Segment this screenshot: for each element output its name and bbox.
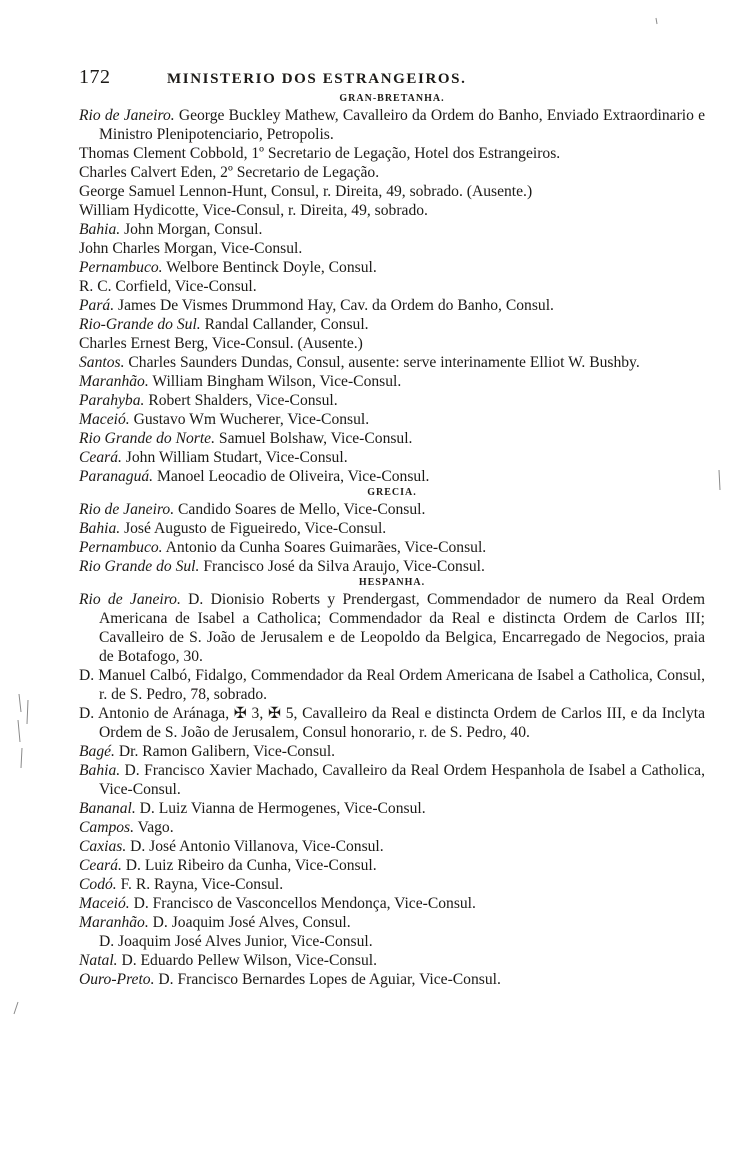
section-title: GRECIA.	[367, 487, 417, 498]
entry-place: Pará.	[79, 297, 115, 314]
entry-place: Ouro-Preto.	[79, 971, 155, 988]
entry-place: Codó.	[79, 876, 117, 893]
entry-place: Bagé.	[79, 743, 115, 760]
directory-entry	[79, 372, 705, 391]
entry-place: Maceió.	[79, 895, 130, 912]
entry-text: Manoel Leocadio de Oliveira, Vice-Consul.	[156, 468, 430, 485]
margin-smudge-left	[18, 694, 28, 768]
entry-place: Rio-Grande do Sul.	[79, 316, 201, 333]
directory-entry	[79, 837, 705, 856]
directory-entry	[79, 932, 705, 951]
directory-entry	[79, 258, 705, 277]
directory-entry	[79, 163, 705, 182]
directory-entry	[79, 106, 705, 144]
entry-text: D. Francisco Xavier Machado, Cavalleiro da Real Ordem Hespanhola de Isabel a Catholica, Vice-Consul.	[99, 762, 705, 798]
entry-text: Francisco José da Silva Araujo, Vice-Consul.	[203, 558, 485, 575]
entry-text: Vago.	[137, 819, 174, 836]
directory-entry	[79, 894, 705, 913]
entry-text: José Augusto de Figueiredo, Vice-Consul.	[124, 520, 387, 537]
entry-text: James De Vismes Drummond Hay, Cav. da Ordem do Banho, Consul.	[118, 297, 554, 314]
entry-text: Gustavo Wm Wucherer, Vice-Consul.	[133, 411, 370, 428]
entry-place: Bahia.	[79, 762, 121, 779]
section-title: HESPANHA.	[358, 577, 426, 588]
directory-entry	[79, 590, 705, 666]
entry-text: Charles Calvert Eden, 2º Secretario de Legação.	[79, 164, 380, 181]
entry-text: John Charles Morgan, Vice-Consul.	[79, 240, 303, 257]
directory-entry	[79, 144, 705, 163]
directory-entry	[79, 742, 705, 761]
entry-place: Maranhão.	[79, 914, 149, 931]
entry-text: George Samuel Lennon-Hunt, Consul, r. Direita, 49, sobrado. (Ausente.)	[79, 183, 533, 200]
entry-text: Charles Saunders Dundas, Consul, ausente: serve interinamente Elliot W. Bushby.	[128, 354, 640, 371]
directory-entry	[79, 519, 705, 538]
entry-place: Pernambuco.	[79, 259, 163, 276]
margin-speck-top	[656, 18, 657, 24]
entry-place: Bahia.	[79, 520, 121, 537]
directory-entry	[79, 761, 705, 799]
entry-place: Campos.	[79, 819, 135, 836]
entry-place: Rio de Janeiro.	[79, 501, 175, 518]
section-title: GRAN-BRETANHA.	[339, 93, 445, 104]
directory-entry	[79, 467, 705, 486]
entry-text: Thomas Clement Cobbold, 1º Secretario de Legação, Hotel dos Estrangeiros.	[79, 145, 561, 162]
entry-place: Maceió.	[79, 411, 130, 428]
directory-entry	[79, 315, 705, 334]
directory-entry	[79, 353, 705, 372]
directory-entry	[79, 875, 705, 894]
entry-text: D. Joaquim José Alves Junior, Vice-Consul.	[99, 933, 373, 950]
entry-text: D. Eduardo Pellew Wilson, Vice-Consul.	[121, 952, 378, 969]
directory-entry	[79, 220, 705, 239]
entry-text: D. Manuel Calbó, Fidalgo, Commendador da Real Ordem Americana de Isabel a Catholica, Consul, r. de S. Pedro, 78, sobrado.	[79, 667, 705, 703]
entry-text: Charles Ernest Berg, Vice-Consul. (Ausente.)	[79, 335, 363, 352]
entry-text: William Bingham Wilson, Vice-Consul.	[152, 373, 402, 390]
entry-text: D. Luiz Ribeiro da Cunha, Vice-Consul.	[125, 857, 377, 874]
entry-place: Santos.	[79, 354, 125, 371]
directory-entry	[79, 391, 705, 410]
entry-text: D. José Antonio Villanova, Vice-Consul.	[130, 838, 384, 855]
entry-text: Dr. Ramon Galibern, Vice-Consul.	[118, 743, 336, 760]
entry-text: John William Studart, Vice-Consul.	[125, 449, 348, 466]
entry-text: D. Francisco Bernardes Lopes de Aguiar, Vice-Consul.	[158, 971, 501, 988]
entry-text: John Morgan, Consul.	[124, 221, 263, 238]
entry-text: D. Joaquim José Alves, Consul.	[152, 914, 351, 931]
directory-entry	[79, 913, 705, 932]
entry-place: Maranhão.	[79, 373, 149, 390]
entry-text: Robert Shalders, Vice-Consul.	[148, 392, 338, 409]
entry-place: Caxias.	[79, 838, 127, 855]
entry-place: Pernambuco.	[79, 539, 163, 556]
entry-text: Samuel Bolshaw, Vice-Consul.	[218, 430, 413, 447]
directory-entry	[79, 951, 705, 970]
directory-entry	[79, 410, 705, 429]
directory-entry	[79, 818, 705, 837]
entry-text: Randal Callander, Consul.	[204, 316, 369, 333]
entry-text: R. C. Corfield, Vice-Consul.	[79, 278, 257, 295]
page	[79, 66, 705, 989]
directory-entry	[79, 799, 705, 818]
entry-place: Ceará.	[79, 449, 122, 466]
directory-entry	[79, 334, 705, 353]
directory-entry	[79, 856, 705, 875]
entry-place: Rio de Janeiro.	[79, 591, 181, 608]
entry-text: D. Francisco de Vasconcellos Mendonça, Vice-Consul.	[133, 895, 476, 912]
directory-entry	[79, 704, 705, 742]
entry-place: Rio Grande do Norte.	[79, 430, 216, 447]
entry-text: D. Dionisio Roberts y Prendergast, Commendador de numero da Real Ordem Americana de Isabel a Catholica; Commendador da Real e distincta Ordem de Carlos III; Cavalleiro de S. João de Jerusalem e de Leopoldo da Belgica, Encarregado de Negocios, praia de Botafogo, 30.	[99, 591, 705, 665]
page-number: 172	[79, 66, 111, 88]
directory-entry	[79, 429, 705, 448]
entry-text: F. R. Rayna, Vice-Consul.	[120, 876, 284, 893]
entry-place: Rio de Janeiro.	[79, 107, 175, 124]
entry-text: Antonio da Cunha Soares Guimarães, Vice-Consul.	[165, 539, 487, 556]
directory-entry	[79, 666, 705, 704]
entry-text: George Buckley Mathew, Cavalleiro da Ordem do Banho, Enviado Extraordinario e Ministro Plenipotenciario, Petropolis.	[99, 107, 705, 143]
entry-place: Rio Grande do Sul.	[79, 558, 200, 575]
directory-entry	[79, 557, 705, 576]
entry-text: D. Antonio de Aránaga, ✠ 3, ✠ 5, Cavalleiro da Real e distincta Ordem de Carlos III, e da Inclyta Ordem de S. João de Jerusalem, Consul honorario, r. de S. Pedro, 40.	[79, 705, 705, 741]
entry-place: Bahia.	[79, 221, 121, 238]
page-header	[79, 66, 705, 92]
directory-entry	[79, 239, 705, 258]
content	[79, 92, 705, 989]
directory-entry	[79, 448, 705, 467]
entry-text: Candido Soares de Mello, Vice-Consul.	[178, 501, 426, 518]
entry-place: Parahyba.	[79, 392, 145, 409]
entry-place: Natal.	[79, 952, 118, 969]
entry-text: William Hydicotte, Vice-Consul, r. Direita, 49, sobrado.	[79, 202, 428, 219]
directory-entry	[79, 538, 705, 557]
entry-place: Ceará.	[79, 857, 122, 874]
directory-entry	[79, 277, 705, 296]
directory-entry	[79, 500, 705, 519]
directory-entry	[79, 182, 705, 201]
entry-place: Bananal.	[79, 800, 136, 817]
directory-entry	[79, 296, 705, 315]
entry-text: Welbore Bentinck Doyle, Consul.	[166, 259, 377, 276]
entry-text: D. Luiz Vianna de Hermogenes, Vice-Consul.	[139, 800, 426, 817]
margin-tick-left	[14, 1002, 18, 1014]
directory-entry	[79, 970, 705, 989]
directory-entry	[79, 201, 705, 220]
margin-line-right	[719, 470, 720, 490]
running-title: MINISTERIO DOS ESTRANGEIROS.	[167, 71, 467, 87]
entry-place: Paranaguá.	[79, 468, 154, 485]
